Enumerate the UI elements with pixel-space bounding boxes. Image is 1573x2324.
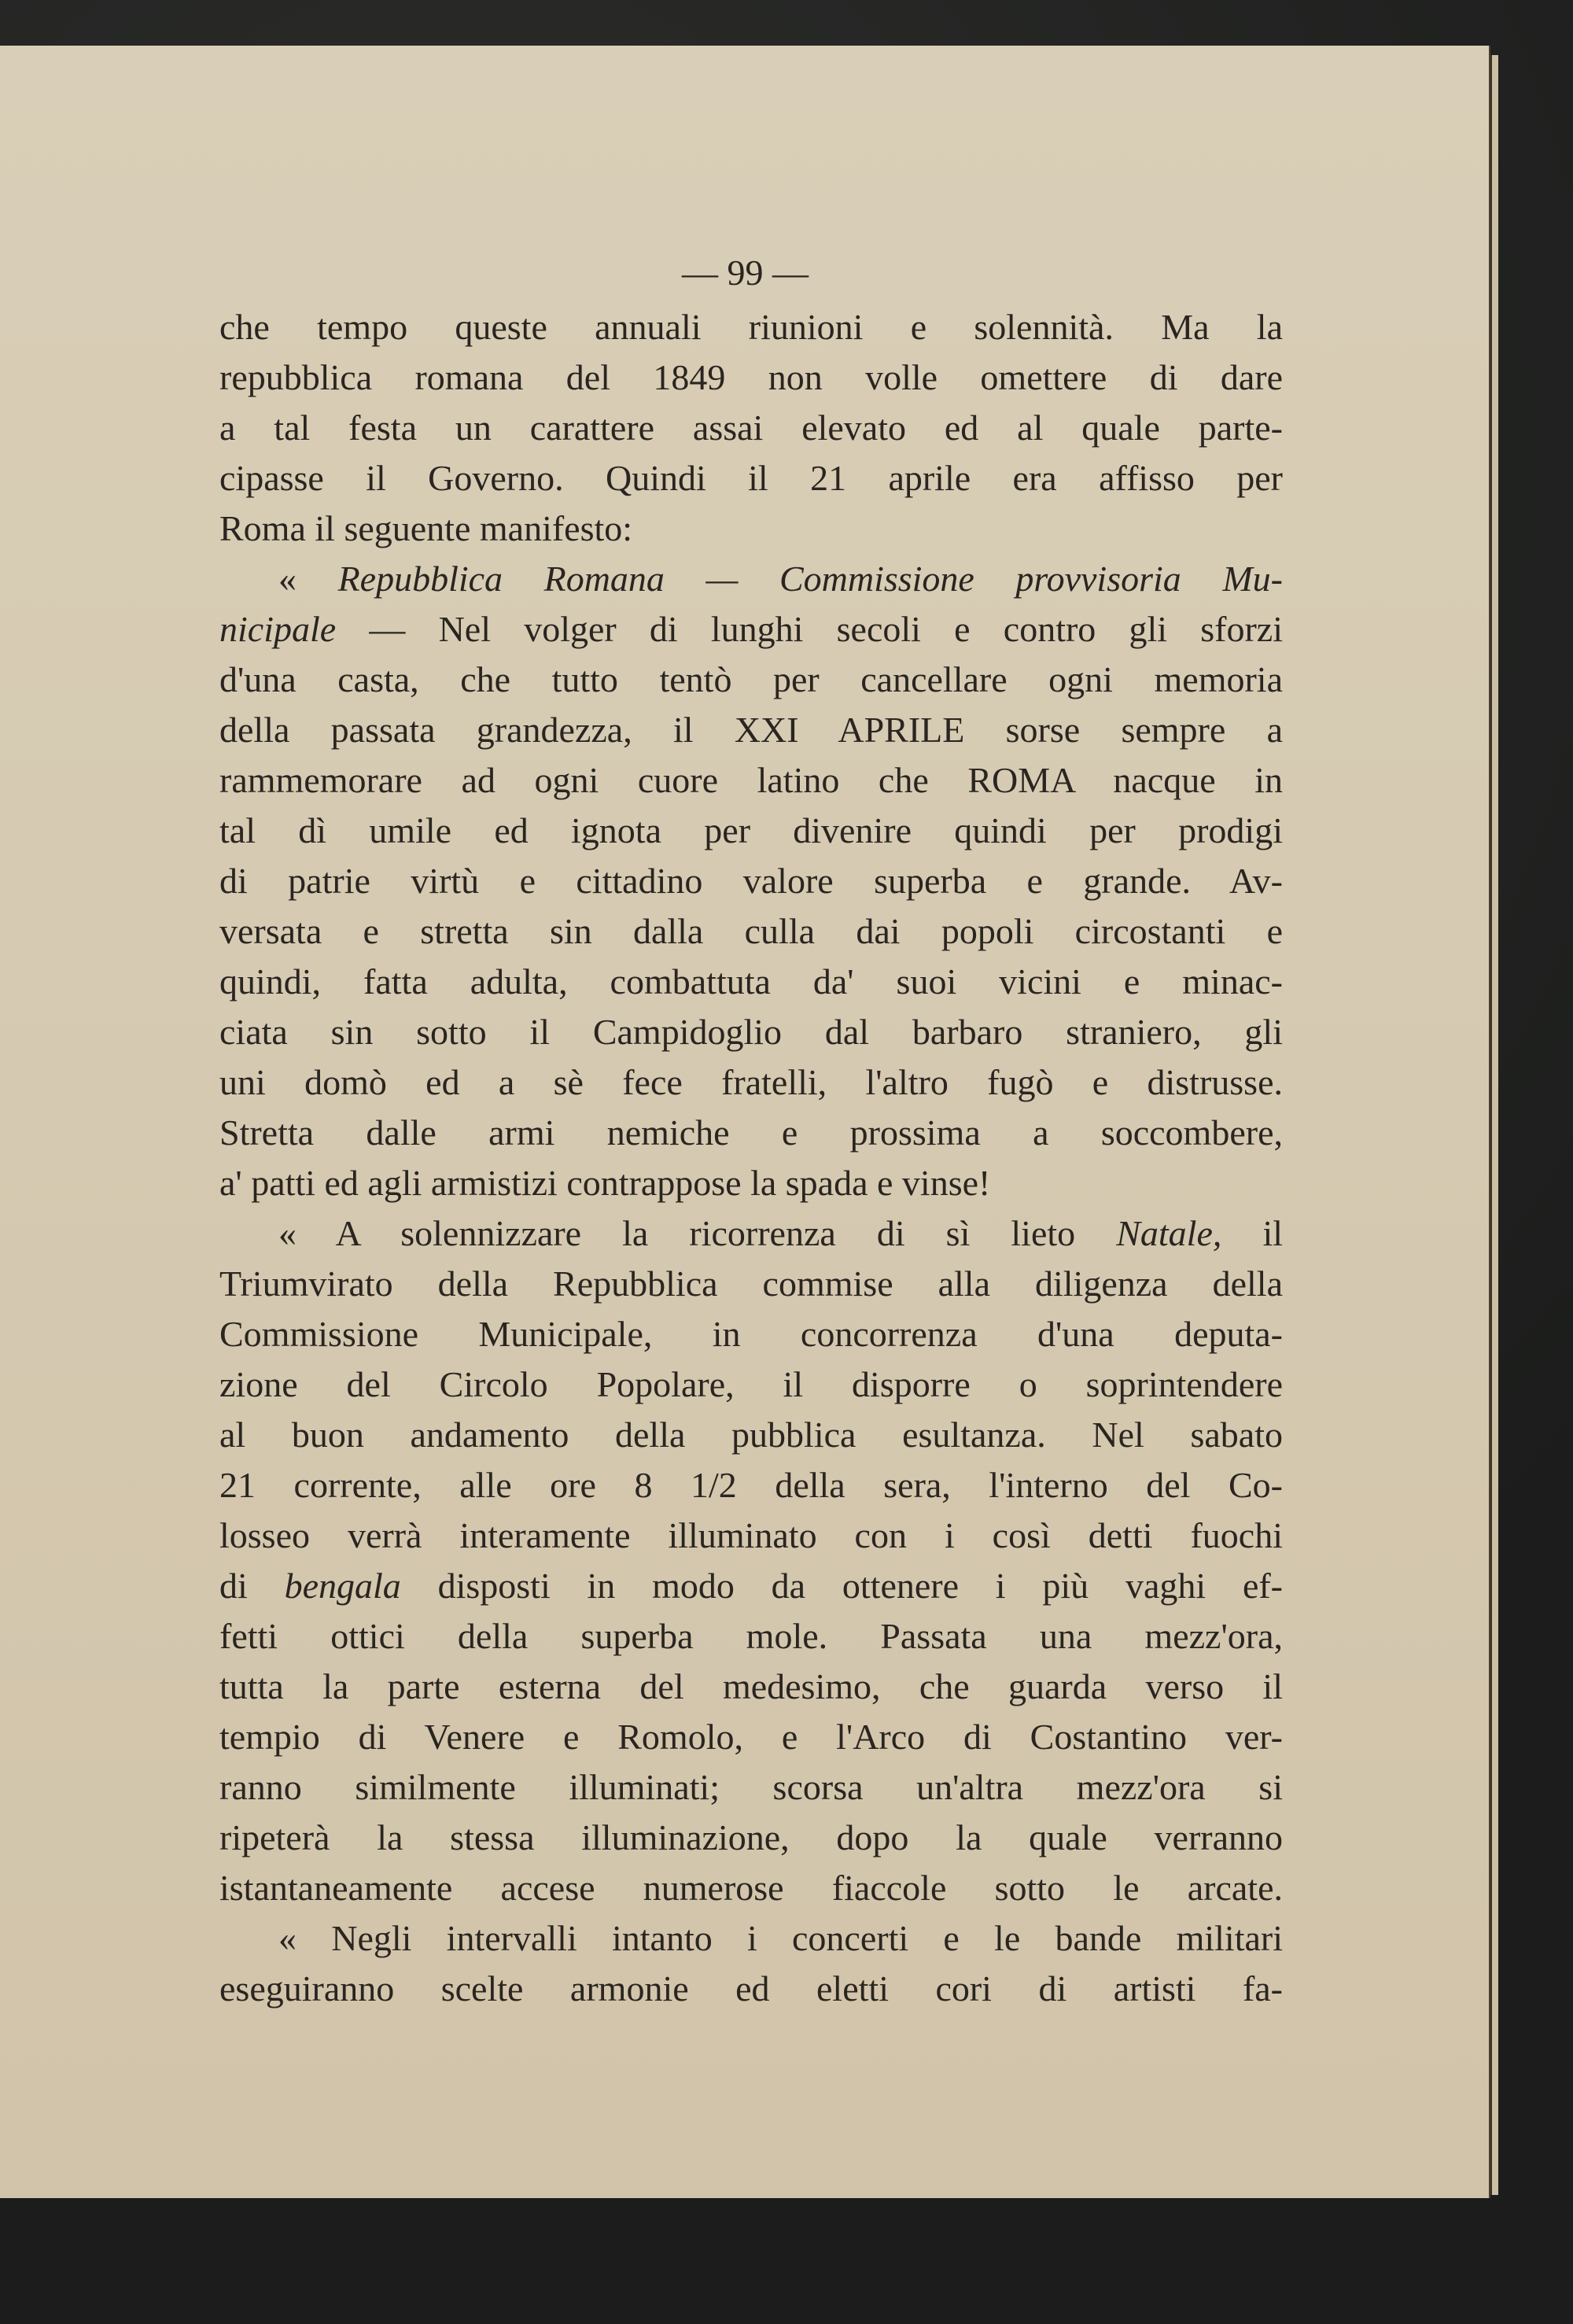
text-line <box>219 1158 1283 1208</box>
italic-text: nicipale <box>219 609 337 649</box>
text-line <box>219 655 1283 705</box>
text-segment: ranno similmente illuminati; scorsa un'altra mezz'ora si <box>219 1767 1283 1807</box>
text-line <box>219 1863 1283 1913</box>
text-line <box>219 1561 1283 1611</box>
text-segment: — Nel volger di lunghi secoli e contro gli sforzi <box>336 609 1283 649</box>
text-segment: eseguiranno scelte armonie ed eletti cori di artisti fa- <box>219 1968 1283 2009</box>
text-line <box>219 352 1283 403</box>
text-segment: tal dì umile ed ignota per divenire quindi per prodigi <box>219 810 1283 850</box>
body-text <box>219 302 1283 2014</box>
text-line <box>219 403 1283 453</box>
text-line <box>219 957 1283 1007</box>
text-segment: 21 corrente, alle ore 8 1/2 della sera, l'interno del Co- <box>219 1465 1283 1505</box>
text-segment: tutta la parte esterna del medesimo, che guarda verso il <box>219 1666 1283 1706</box>
book-page <box>0 46 1490 2198</box>
text-segment: di <box>219 1566 285 1606</box>
text-line <box>219 1007 1283 1057</box>
italic-text: Natale, <box>1116 1213 1222 1253</box>
text-line <box>219 755 1283 806</box>
text-line <box>219 1712 1283 1762</box>
text-line <box>219 604 1283 655</box>
italic-text: Repubblica Romana — Commissione provvisoria Mu- <box>337 559 1283 599</box>
text-segment: Stretta dalle armi nemiche e prossima a soccombere, <box>219 1112 1283 1153</box>
text-segment: « A solennizzare la ricorrenza di sì lieto <box>278 1213 1117 1253</box>
text-line <box>219 1259 1283 1309</box>
text-segment: al buon andamento della pubblica esultanza. Nel sabato <box>219 1415 1283 1455</box>
text-line <box>219 856 1283 906</box>
text-line <box>219 1309 1283 1359</box>
text-line <box>219 302 1283 352</box>
text-segment: tempio di Venere e Romolo, e l'Arco di Costantino ver- <box>219 1717 1283 1757</box>
text-segment: a' patti ed agli armistizi contrappose la spada e vinse! <box>219 1163 991 1203</box>
text-segment: di patrie virtù e cittadino valore superba e grande. Av- <box>219 861 1283 901</box>
text-line <box>219 1057 1283 1108</box>
text-line <box>219 705 1283 755</box>
text-segment: repubblica romana del 1849 non volle omettere di dare <box>219 357 1283 397</box>
text-line <box>219 906 1283 957</box>
text-line <box>219 1964 1283 2014</box>
text-segment: d'una casta, che tutto tentò per cancellare ogni memoria <box>219 659 1283 699</box>
text-line <box>219 1913 1283 1964</box>
text-segment: ripeterà la stessa illuminazione, dopo la quale verranno <box>219 1817 1283 1857</box>
text-line <box>219 1410 1283 1460</box>
text-line <box>219 1611 1283 1662</box>
text-line <box>219 453 1283 504</box>
text-segment: losseo verrà interamente illuminato con i così detti fuochi <box>219 1515 1283 1555</box>
text-segment: « <box>278 559 338 599</box>
text-line <box>219 504 1283 554</box>
text-segment: Triumvirato della Repubblica commise alla diligenza della <box>219 1263 1283 1304</box>
text-line <box>219 1208 1283 1259</box>
text-segment: che tempo queste annuali riunioni e solennità. Ma la <box>219 307 1283 347</box>
text-line <box>219 1813 1283 1863</box>
text-line <box>219 1108 1283 1158</box>
text-segment: Commissione Municipale, in concorrenza d'una deputa- <box>219 1314 1283 1354</box>
text-line <box>219 806 1283 856</box>
text-segment: quindi, fatta adulta, combattuta da' suoi vicini e minac- <box>219 961 1283 1002</box>
text-segment: a tal festa un carattere assai elevato ed al quale parte- <box>219 408 1283 448</box>
text-segment: zione del Circolo Popolare, il disporre o soprintendere <box>219 1364 1283 1404</box>
text-segment: fetti ottici della superba mole. Passata una mezz'ora, <box>219 1616 1283 1656</box>
text-segment: istantaneamente accese numerose fiaccole sotto le arcate. <box>219 1868 1283 1908</box>
page-number: — 99 — <box>682 253 809 293</box>
text-segment: versata e stretta sin dalla culla dai popoli circostanti e <box>219 911 1283 951</box>
text-segment: « Negli intervalli intanto i concerti e le bande militari <box>278 1918 1283 1958</box>
text-segment: ciata sin sotto il Campidoglio dal barbaro straniero, gli <box>219 1012 1283 1052</box>
text-line <box>219 1359 1283 1410</box>
text-segment: Roma il seguente manifesto: <box>219 508 633 548</box>
text-segment: il <box>1221 1213 1283 1253</box>
text-line <box>219 1460 1283 1511</box>
text-line <box>219 1762 1283 1813</box>
italic-text: bengala <box>284 1566 401 1606</box>
text-segment: uni domò ed a sè fece fratelli, l'altro fugò e distrusse. <box>219 1062 1283 1102</box>
text-line <box>219 554 1283 604</box>
text-segment: della passata grandezza, il XXI APRILE sorse sempre a <box>219 710 1283 750</box>
text-line <box>219 1511 1283 1561</box>
text-segment: rammemorare ad ogni cuore latino che ROMA nacque in <box>219 760 1283 800</box>
text-segment: disposti in modo da ottenere i più vaghi ef- <box>400 1566 1284 1606</box>
text-line <box>219 1662 1283 1712</box>
text-segment: cipasse il Governo. Quindi il 21 aprile era affisso per <box>219 458 1283 498</box>
page-edge <box>1490 55 1498 2195</box>
